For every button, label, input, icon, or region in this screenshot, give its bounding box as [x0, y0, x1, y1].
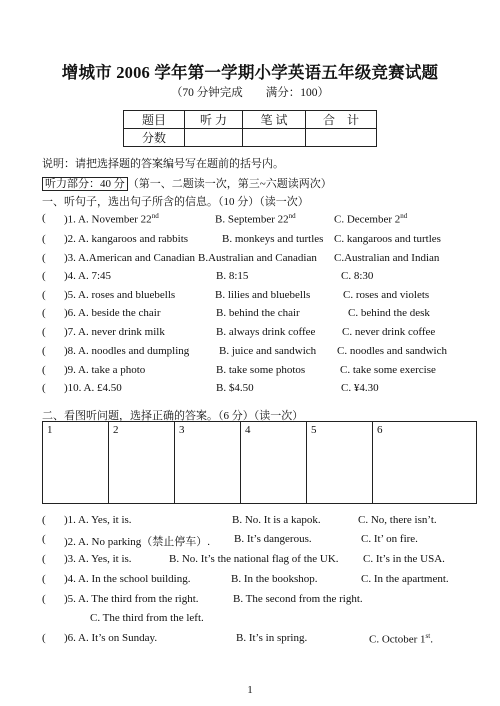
listening-header: [42, 175, 332, 191]
answer-paren[interactable]: (: [42, 553, 46, 565]
option-a: )3. A.American and Canadian: [64, 252, 196, 264]
option-b: B. $4.50: [216, 382, 254, 394]
listening-note: （第一、二题读一次，第三~六题读两次）: [127, 178, 332, 190]
option-a: )10. A. £4.50: [64, 382, 122, 394]
score-table-value-row: [124, 129, 377, 147]
option-b: B. In the bookshop.: [231, 573, 318, 585]
option-b: B. lilies and bluebells: [215, 289, 311, 301]
picture-cell: 4: [241, 422, 307, 504]
answer-paren[interactable]: (: [42, 270, 46, 282]
answer-paren[interactable]: (: [42, 364, 46, 376]
score-cell: [185, 129, 243, 147]
option-a: )6. A. beside the chair: [64, 307, 161, 319]
score-cell: 听 力: [185, 111, 243, 129]
option-c: C. It’s in the USA.: [363, 553, 445, 565]
option-a: )1. A. Yes, it is.: [64, 514, 132, 526]
answer-paren[interactable]: (: [42, 212, 46, 224]
option-c-end: .: [430, 633, 433, 646]
superscript: nd: [151, 212, 159, 220]
answer-paren[interactable]: (: [42, 326, 46, 338]
picture-cell: 2: [109, 422, 175, 504]
option-c: C. roses and violets: [343, 289, 430, 301]
option-a: )8. A. noodles and dumpling: [64, 345, 190, 357]
option-c: C. never drink coffee: [342, 326, 436, 338]
question-stem: [64, 212, 159, 226]
option-a: )6. A. It’s on Sunday.: [64, 632, 158, 644]
option-c-text: C. December 2: [334, 213, 401, 226]
answer-paren[interactable]: (: [42, 382, 46, 394]
instruction: 说明：请把选择题的答案编号写在题前的括号内。: [42, 158, 284, 170]
answer-paren[interactable]: (: [42, 573, 46, 585]
superscript: st: [425, 632, 431, 640]
option-b: B. No. It is a kapok.: [232, 514, 321, 526]
page-subtitle: （70 分钟完成 满分：100）: [170, 87, 330, 99]
option-a: )4. A. In the school building.: [64, 573, 191, 585]
superscript: nd: [288, 212, 296, 220]
score-cell: [243, 129, 306, 147]
option-a: )3. A. Yes, it is.: [64, 553, 132, 565]
option-b: B. take some photos: [216, 364, 306, 376]
listening-score-box: 听力部分：40 分: [42, 177, 128, 191]
answer-paren[interactable]: (: [42, 252, 46, 264]
option-c: C.Australian and Indian: [334, 252, 440, 264]
option-c: C. noodles and sandwich: [337, 345, 447, 357]
option-c: C. ¥4.30: [341, 382, 379, 394]
option-a: )4. A. 7:45: [64, 270, 112, 282]
option-b-text: B. September 22: [215, 213, 289, 226]
section2-heading: 二、看图听问题，选择正确的答案。（6 分）（读一次）: [42, 410, 304, 422]
superscript: nd: [400, 212, 408, 220]
score-cell: 笔 试: [243, 111, 306, 129]
option-b: B. behind the chair: [216, 307, 300, 319]
score-table-header-row: [124, 111, 377, 129]
option-b: B.Australian and Canadian: [198, 252, 317, 264]
page-number: 1: [247, 684, 253, 696]
option-a: )2. A. No parking（禁止停车）.: [64, 536, 211, 548]
answer-paren[interactable]: (: [42, 533, 46, 545]
option-c: C. No, there isn’t.: [358, 514, 437, 526]
answer-paren[interactable]: (: [42, 345, 46, 357]
option-c: C. In the apartment.: [361, 573, 449, 585]
option-b: B. It’s in spring.: [236, 632, 308, 644]
option-c: C. take some exercise: [340, 364, 436, 376]
score-table: [123, 110, 377, 147]
option-a: )5. A. roses and bluebells: [64, 289, 176, 301]
section1-heading: 一、听句子，选出句子所含的信息。（10 分）（读一次）: [42, 196, 309, 208]
option-b: B. The second from the right.: [233, 593, 363, 605]
option-c: C. It’ on fire.: [361, 533, 418, 545]
option-c: C. behind the desk: [348, 307, 430, 319]
picture-cell: 6: [373, 422, 477, 504]
page-title: 增城市 2006 学年第一学期小学英语五年级竞赛试题: [61, 63, 439, 82]
option-c: C. kangaroos and turtles: [334, 233, 441, 245]
answer-paren[interactable]: (: [42, 593, 46, 605]
option-b: [215, 212, 296, 226]
option-b: B. No. It’s the national flag of the UK.: [169, 553, 339, 565]
answer-paren[interactable]: (: [42, 514, 46, 526]
answer-paren[interactable]: (: [42, 289, 46, 301]
option-a: )2. A. kangaroos and rabbits: [64, 233, 189, 245]
option-c: [369, 632, 433, 646]
option-b: B. juice and sandwich: [219, 345, 317, 357]
option-a: )5. A. The third from the right.: [64, 593, 199, 605]
option-a: )1. A. November 22: [64, 213, 152, 226]
score-cell: 分数: [124, 129, 185, 147]
picture-cell: 5: [307, 422, 373, 504]
score-cell: [306, 129, 377, 147]
option-b: B. monkeys and turtles: [222, 233, 324, 245]
option-a: )7. A. never drink milk: [64, 326, 165, 338]
score-cell: 题目: [124, 111, 185, 129]
answer-paren[interactable]: (: [42, 632, 46, 644]
option-c: [334, 212, 407, 226]
picture-grid: [42, 421, 477, 504]
answer-paren[interactable]: (: [42, 307, 46, 319]
picture-cell: 3: [175, 422, 241, 504]
option-b: B. It’s dangerous.: [234, 533, 312, 545]
picture-cell: 1: [43, 422, 109, 504]
score-cell: 合 计: [306, 111, 377, 129]
option-c: C. 8:30: [341, 270, 374, 282]
option-a: )9. A. take a photo: [64, 364, 146, 376]
option-c-text: C. October 1: [369, 633, 426, 646]
option-b: B. always drink coffee: [216, 326, 316, 338]
option-c: C. The third from the left.: [90, 612, 204, 624]
answer-paren[interactable]: (: [42, 233, 46, 245]
option-b: B. 8:15: [216, 270, 249, 282]
